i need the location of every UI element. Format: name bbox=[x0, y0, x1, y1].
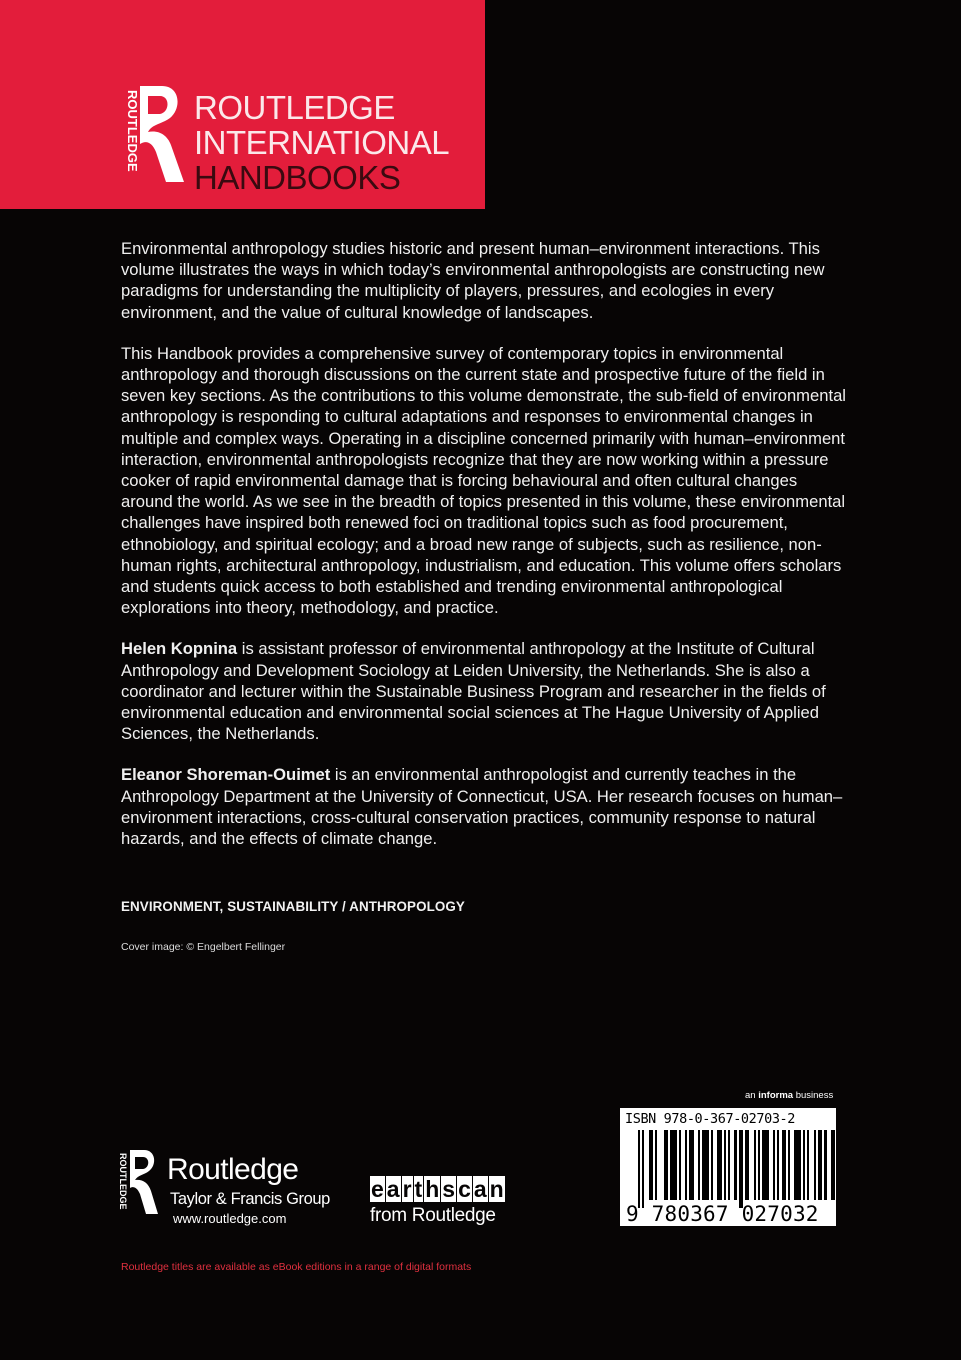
cover-credit: Cover image: © Engelbert Fellinger bbox=[121, 941, 286, 953]
barcode-bar bbox=[664, 1130, 666, 1200]
barcode-bar bbox=[666, 1130, 668, 1200]
barcode-bar bbox=[689, 1130, 692, 1200]
informa-suffix: business bbox=[793, 1090, 834, 1101]
isbn-label: ISBN 978-0-367-02703-2 bbox=[625, 1111, 796, 1127]
earthscan-letter: a bbox=[473, 1176, 487, 1202]
barcode-bar bbox=[831, 1130, 833, 1200]
barcode-bar bbox=[711, 1130, 713, 1200]
earthscan-letter: c bbox=[458, 1176, 471, 1202]
barcode-bar bbox=[655, 1130, 657, 1200]
barcode-bar bbox=[784, 1130, 786, 1200]
barcode-bar bbox=[773, 1130, 775, 1200]
barcode-bar bbox=[674, 1130, 677, 1200]
author-name-2: Eleanor Shoreman-Ouimet bbox=[121, 765, 331, 785]
earthscan-letter: r bbox=[402, 1176, 412, 1202]
barcode-bar bbox=[782, 1130, 784, 1200]
subject-category: ENVIRONMENT, SUSTAINABILITY / ANTHROPOLOGY bbox=[121, 899, 465, 914]
barcode-bar bbox=[704, 1130, 707, 1200]
informa-prefix: an bbox=[745, 1090, 759, 1101]
earthscan-letter: t bbox=[414, 1176, 423, 1202]
earthscan-letter: n bbox=[489, 1176, 504, 1202]
barcode-bar bbox=[698, 1130, 700, 1200]
barcode-bar bbox=[685, 1130, 687, 1200]
earthscan-letter: s bbox=[442, 1176, 456, 1202]
isbn-barcode bbox=[620, 1108, 836, 1226]
barcode-bar bbox=[692, 1130, 694, 1200]
barcode-bar bbox=[745, 1130, 747, 1200]
barcode-bar bbox=[777, 1130, 779, 1200]
series-title-line-3: HANDBOOKS bbox=[194, 159, 401, 196]
barcode-bar bbox=[651, 1130, 653, 1200]
barcode-bar bbox=[794, 1130, 797, 1200]
earthscan-logo bbox=[370, 1176, 505, 1202]
earthscan-letter: a bbox=[386, 1176, 400, 1202]
barcode-bar bbox=[649, 1130, 651, 1200]
barcode-bar bbox=[741, 1130, 743, 1208]
ebook-availability-note: Routledge titles are available as eBook editions in a range of digital formats bbox=[121, 1261, 472, 1273]
barcode-bar bbox=[672, 1130, 674, 1200]
routledge-r-logo bbox=[118, 86, 190, 182]
author-bio-2 bbox=[121, 764, 846, 849]
barcode-bar bbox=[758, 1130, 760, 1200]
barcode-bar bbox=[754, 1130, 756, 1200]
author-bio-text-2: is an environmental anthropologist and currently teaches in the Anthropology Department at the University of Connecticut, USA. Her research focuses on human–environment interactions, cross-cultural conservation practices, community response to natural hazards, and the effects of climate change. bbox=[121, 765, 843, 849]
informa-tagline bbox=[745, 1090, 833, 1101]
author-bio-1 bbox=[121, 638, 846, 744]
barcode-bar bbox=[814, 1130, 816, 1200]
barcode-bar bbox=[803, 1130, 805, 1200]
barcode-bar bbox=[797, 1130, 799, 1200]
barcode-bar bbox=[734, 1130, 737, 1200]
barcode-bar bbox=[788, 1130, 790, 1200]
earthscan-letter: h bbox=[425, 1176, 440, 1202]
author-bio-text-1: is assistant professor of environmental anthropology at the Institute of Cultural Anthropology and Development Sociology at Leiden University, the Netherlands. She is also a coordinator and lecturer within the Sustainable Business Program and researcher in the fields of environmental education and environmental social sciences at The Hague University of Applied Sciences, the Netherlands. bbox=[121, 639, 826, 744]
barcode-bar bbox=[739, 1130, 741, 1208]
earthscan-from-routledge: from Routledge bbox=[370, 1205, 496, 1226]
barcode-bar bbox=[762, 1130, 764, 1200]
barcode-bar bbox=[670, 1130, 672, 1200]
barcode-bar bbox=[642, 1130, 644, 1208]
blurb-paragraph-1: Environmental anthropology studies historic and present human–environment interactions. This volume illustrates the ways in which today’s environmental anthropologists are constructing new paradigms for understanding the multiplicity of players, pressures, and ecologies in every environment, and the value of cultural knowledge of landscapes. bbox=[121, 239, 825, 322]
barcode-bar bbox=[820, 1130, 822, 1200]
barcode-bar bbox=[767, 1130, 769, 1200]
barcode-bar bbox=[747, 1130, 749, 1200]
barcode-bar bbox=[702, 1130, 704, 1200]
barcode-bar bbox=[824, 1130, 827, 1200]
series-banner bbox=[0, 0, 485, 209]
barcode-bar bbox=[638, 1130, 640, 1208]
barcode-digits: 9 780367 027032 bbox=[626, 1202, 819, 1226]
barcode-bar bbox=[728, 1130, 730, 1200]
taylor-francis-group: Taylor & Francis Group bbox=[170, 1190, 330, 1208]
routledge-logo-vertical-text: ROUTLEDGE bbox=[118, 1153, 128, 1210]
routledge-wordmark: Routledge bbox=[167, 1153, 299, 1186]
routledge-logo-icon bbox=[116, 1150, 160, 1214]
barcode-bar bbox=[724, 1130, 726, 1200]
series-title-line-2: INTERNATIONAL bbox=[194, 124, 450, 161]
author-name-1: Helen Kopnina bbox=[121, 639, 238, 659]
barcode-bar bbox=[799, 1130, 801, 1200]
barcode-bar bbox=[719, 1130, 722, 1200]
barcode-bar bbox=[679, 1130, 681, 1200]
earthscan-letter: e bbox=[371, 1176, 384, 1202]
series-title-line-1: ROUTLEDGE bbox=[194, 89, 395, 126]
routledge-url: www.routledge.com bbox=[173, 1211, 287, 1226]
series-logo-vertical-text: ROUTLEDGE bbox=[125, 90, 140, 172]
barcode-bar bbox=[807, 1130, 809, 1200]
series-title bbox=[194, 90, 449, 195]
barcode-bar bbox=[764, 1130, 767, 1200]
barcode-bar bbox=[717, 1130, 719, 1200]
blurb-paragraph-2: This Handbook provides a comprehensive survey of contemporary topics in environmental anthropology and thorough discussions on the current state and prospective future of the field in seven key sections. As the contributions to this volume demonstrate, the sub-field of environmental anthropology is responding to cultural adaptations and responses to environmental changes in multiple and complex ways. Operating in a discipline concerned primarily with human–environment interaction, environmental anthropologists recognize that they are now working within a pressure cooker of rapid environmental damage that is forcing behavioural and often cultural changes around the world. As we see in the breadth of topics presented in this volume, these environmental challenges have inspired both renewed foci on traditional topics such as food procurement, ethnobiology, and spiritual ecology; and a broad new range of subjects, such as resilience, non-human rights, architectural anthropology, industrialism, and education. This volume offers scholars and students quick access to both established and trending environmental anthropological explorations into theory, methodology, and practice. bbox=[121, 343, 846, 618]
informa-brand: informa bbox=[758, 1090, 794, 1101]
barcode-bar bbox=[707, 1130, 709, 1200]
back-cover-text bbox=[121, 238, 846, 869]
barcode-bar bbox=[833, 1130, 835, 1200]
barcode-bar bbox=[818, 1130, 820, 1200]
